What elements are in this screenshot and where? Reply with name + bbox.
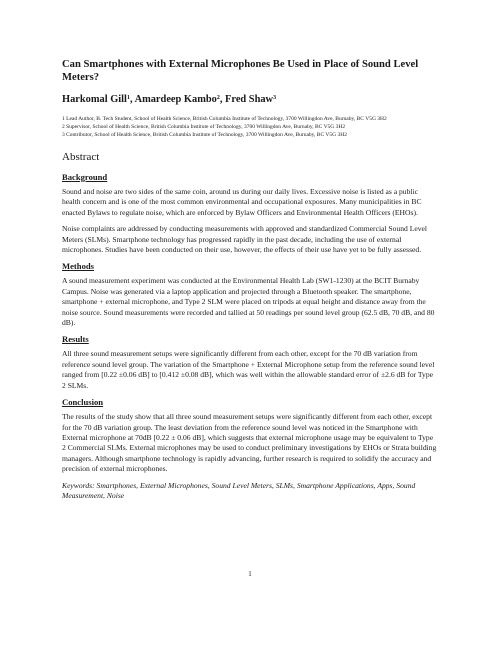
section-heading: Results xyxy=(62,334,89,345)
abstract-heading: Abstract xyxy=(62,151,100,163)
paragraph: A sound measurement experiment was conducted at the Environmental Health Lab (SW1-1230) at the BCIT Burnaby Campus. Noise was generated via a laptop application and projected through a Bluetooth speaker. The smartphone, smartphone + external microphone, and Type 2 SLM were placed on tripods at equal height and distance away from the noise source. Sound measurements were recorded and tallied at 50 readings per sound level group (62.5 dB, 70 dB, and 80 dB). xyxy=(62,276,435,328)
paper-title: Can Smartphones with External Microphones Be Used in Place of Sound Level Meters? xyxy=(62,59,419,83)
affiliation-line: 1 Lead Author, B. Tech Student, School of Health Science, British Columbia Institute of Technology, 3700 Willingdon Ave, Burnaby, BC V5G 3H2 xyxy=(62,116,387,122)
author-name: Amardeep Kambo xyxy=(134,94,217,105)
affiliation-line: 2 Supervisor, School of Health Science, British Columbia Institute of Technology, 3700 Willingdon Ave, Burnaby, BC V5G 3H2 xyxy=(62,124,346,130)
paragraph: Noise complaints are addressed by conducting measurements with approved and standardized Commercial Sound Level Meters (SLMs). Smartphone technology has progressed rapidly in the past decade, including the use of external microphones. Studies have been conducted on their use, however, the effects of their use have yet to be fully assessed. xyxy=(62,224,428,255)
section-background xyxy=(62,172,438,255)
author-list xyxy=(62,93,438,106)
author-name: Fred Shaw xyxy=(225,94,274,105)
section-methods xyxy=(62,261,438,328)
keywords: Keywords: Smartphones, External Microphones, Sound Level Meters, SLMs, Smartphone Applications, Apps, Sound Measurement, Noise xyxy=(62,480,416,500)
paragraph: All three sound measurement setups were significantly different from each other, except for the 70 dB variation from reference sound level group. The variation of the Smartphone + External Microphone setup from the reference sound level ranged from [0.22 ±0.06 dB] to [0.412 ±0.08 dB], which was well within the allowable standard error of ±2.6 dB for Type 2 SLMs. xyxy=(62,349,435,390)
author-affiliation-mark: 2 xyxy=(216,95,220,101)
author-separator: , xyxy=(129,94,135,105)
section-heading: Background xyxy=(62,172,108,182)
author-name: Harkomal Gill xyxy=(62,94,127,105)
paragraph: The results of the study show that all three sound measurement setups were significantly different from each other, except for the 70 dB variation group. The least deviation from the reference sound level was noticed in the Smartphone with External microphone at 70dB [0.22 ± 0.06 dB], which suggests that external microphone usage may be equivalent to Type 2 Commercial SLMs. External microphones may be used to conduct preliminary investigations by EHOs or Strata building managers. Although smartphone technology is rapidly advancing, further research is required to solidify the accuracy and precision of external microphones. xyxy=(62,412,437,474)
section-conclusion xyxy=(62,397,438,474)
author-separator: , xyxy=(219,94,226,105)
section-heading: Methods xyxy=(62,261,94,272)
page-number: 1 xyxy=(248,570,252,578)
paragraph: Sound and noise are two sides of the same coin, around us during our daily lives. Excessive noise is listed as a public health concern and is one of the most common environmental and occupational exposures. Many municipalities in BC enacted Bylaws to regulate noise, which are enforced by Bylaw Officers and Environmental Health Officers (EHOs). xyxy=(62,187,422,217)
section-heading: Conclusion xyxy=(62,397,104,408)
affiliation-line: 3 Contributor, School of Health Science, British Columbia Institute of Technology, 3700 Willingdon Ave, Burnaby, BC V5G 3H2 xyxy=(62,132,347,138)
author-affiliation-mark: 1 xyxy=(126,95,130,101)
section-results xyxy=(62,334,438,391)
author-affiliation-mark: 3 xyxy=(273,95,277,101)
affiliation-list xyxy=(62,115,438,139)
